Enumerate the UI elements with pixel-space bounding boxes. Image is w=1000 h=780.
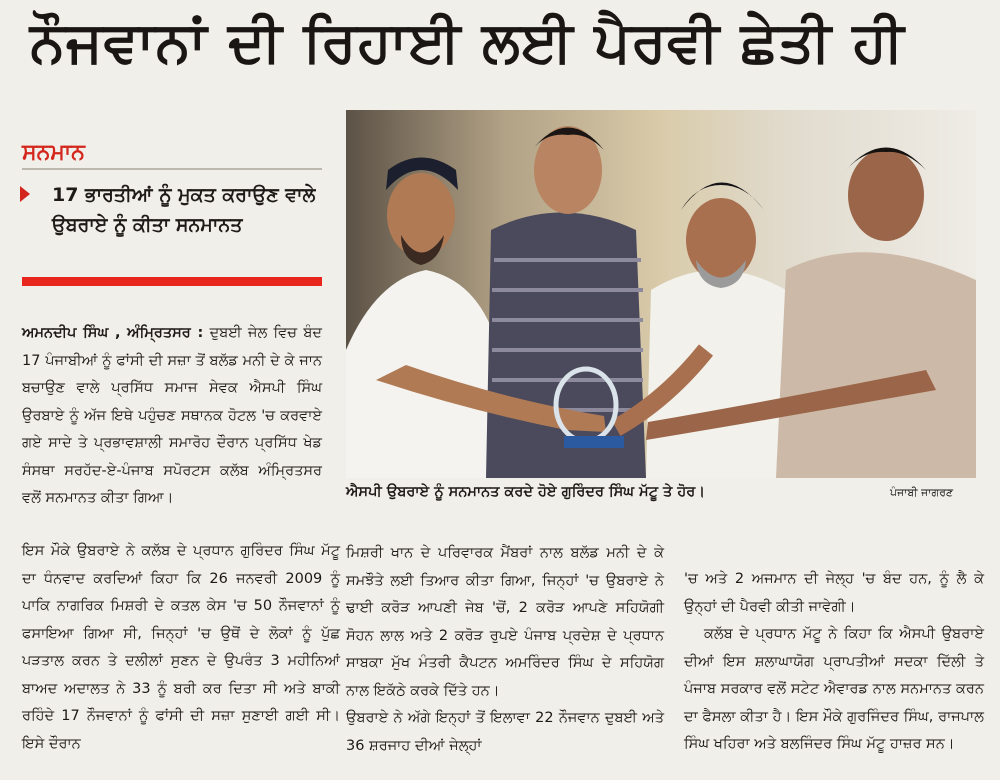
deck [22,180,322,240]
col2-para1: ਮਿਸ਼ਰੀ ਖਾਨ ਦੇ ਪਰਿਵਾਰਕ ਮੈਂਬਰਾਂ ਨਾਲ ਬਲੱਡ ਮਨੀ ਦੇ ਕੇ ਸਮਝੌਤੇ ਲਈ ਤਿਆਰ ਕੀਤਾ ਗਿਆ, ਜਿਨ੍ਹਾਂ 'ਚ ਉਬਰਾਏ ਨੇ ਢਾਈ ਕਰੋੜ ਆਪਣੀ ਜੇਬ 'ਚੋਂ, 2 ਕਰੋੜ ਆਪਣੇ ਸਹਿਯੋਗੀ ਸੋਹਨ ਲਾਲ ਅਤੇ 2 ਕਰੋੜ ਰੁਪਏ ਪੰਜਾਬ ਪ੍ਰਦੇਸ਼ ਦੇ ਪ੍ਰਧਾਨ ਸਾਬਕਾ ਮੁੱਖ ਮੰਤਰੀ ਕੈਪਟਨ ਅਮਰਿੰਦਰ ਸਿੰਘ ਦੇ ਸਹਿਯੋਗ ਨਾਲ ਇਕੱਠੇ ਕਰਕੇ ਦਿੱਤੇ ਹਨ। [346,545,664,699]
col1-para2: ਇਸ ਮੌਕੇ ਉਬਰਾਏ ਨੇ ਕਲੱਬ ਦੇ ਪ੍ਰਧਾਨ ਗੁਰਿੰਦਰ ਸਿੰਘ ਮੱਟੂ ਦਾ ਧੰਨਵਾਦ ਕਰਦਿਆਂ ਕਿਹਾ ਕਿ 26 ਜਨਵਰੀ 2009 ਨੂੰ ਪਾਕਿ ਨਾਗਰਿਕ ਮਿਸ਼ਰੀ ਦੇ ਕਤਲ ਕੇਸ 'ਚ 50 ਨੌਜਵਾਨਾਂ ਨੂੰ ਫਸਾਇਆ ਗਿਆ ਸੀ, ਜਿਨ੍ਹਾਂ 'ਚ ਉਥੋਂ ਦੇ ਲੋਕਾਂ ਨੂੰ ਪੁੱਛ ਪੜਤਾਲ ਕਰਨ ਤੇ ਦਲੀਲਾਂ ਸੁਣਨ ਦੇ ਉਪਰੰਤ 3 ਮਹੀਨਿਆਂ ਬਾਅਦ ਅਦਾਲਤ ਨੇ 33 ਨੂੰ ਬਰੀ ਕਰ ਦਿਤਾ ਸੀ ਅਤੇ ਬਾਕੀ ਰਹਿੰਦੇ 17 ਨੌਜਵਾਨਾਂ ਨੂੰ ਫਾਂਸੀ ਦੀ ਸਜ਼ਾ ਸੁਣਾਈ ਗਈ ਸੀ। ਇਸੇ ਦੌਰਾਨ [22,543,340,752]
photo-illustration [346,110,976,478]
deck-divider [22,277,322,286]
column-2 [346,540,664,760]
byline: ਅਮਨਦੀਪ ਸਿੰਘ , ਅੰਮ੍ਰਿਤਸਰ : [22,325,204,341]
col3-para2: ਕਲੱਬ ਦੇ ਪ੍ਰਧਾਨ ਮੱਟੂ ਨੇ ਕਿਹਾ ਕਿ ਐਸਪੀ ਉਬਰਾਏ ਦੀਆਂ ਇਸ ਸ਼ਲਾਘਾਯੋਗ ਪ੍ਰਾਪਤੀਆਂ ਸਦਕਾ ਦਿੱਲੀ ਤੇ ਪੰਜਾਬ ਸਰਕਾਰ ਵਲੋਂ ਸਟੇਟ ਐਵਾਰਡ ਨਾਲ ਸਨਮਾਨਤ ਕਰਨ ਦਾ ਫੈਸਲਾ ਕੀਤਾ ਹੈ। ਇਸ ਮੌਕੇ ਗੁਰਜਿੰਦਰ ਸਿੰਘ, ਰਾਜਪਾਲ ਸਿੰਘ ਖਹਿਰਾ ਅਤੇ ਬਲਜਿੰਦਰ ਸਿੰਘ ਮੱਟੂ ਹਾਜ਼ਰ ਸਨ। [684,626,984,752]
bullet-arrow-icon [20,186,30,202]
kicker-divider [22,168,322,170]
headline: ਨੌਜਵਾਨਾਂ ਦੀ ਰਿਹਾਈ ਲਈ ਪੈਰਵੀ ਛੇਤੀ ਹੀ [30,10,905,75]
col2-para2: ਉਬਰਾਏ ਨੇ ਅੱਗੇ ਇਨ੍ਹਾਂ ਤੋਂ ਇਲਾਵਾ 22 ਨੌਜਵਾਨ ਦੁਬਈ ਅਤੇ 36 ਸ਼ਰਜਾਹ ਦੀਆਂ ਜੇਲ੍ਹਾਂ [346,710,664,754]
col1-para1: ਦੁਬਈ ਜੇਲ ਵਿਚ ਬੰਦ 17 ਪੰਜਾਬੀਆਂ ਨੂੰ ਫਾਂਸੀ ਦੀ ਸਜ਼ਾ ਤੋਂ ਬਲੱਡ ਮਨੀ ਦੇ ਕੇ ਜਾਨ ਬਚਾਉਣ ਵਾਲੇ ਪ੍ਰਸਿੱਧ ਸਮਾਜ ਸੇਵਕ ਐਸਪੀ ਸਿੰਘ ਉਰਬਾਏ ਨੂੰ ਅੱਜ ਇਥੇ ਪਹੁੰਚਣ ਸਥਾਨਕ ਹੋਟਲ 'ਚ ਕਰਵਾਏ ਗਏ ਸਾਦੇ ਤੇ ਪ੍ਰਭਾਵਸ਼ਾਲੀ ਸਮਾਰੋਹ ਦੌਰਾਨ ਪ੍ਰਸਿੱਧ ਖੇਡ ਸੰਸਥਾ ਸਰਹੱਦ-ਏ-ਪੰਜਾਬ ਸਪੋਰਟਸ ਕਲੱਬ ਅੰਮ੍ਰਿਤਸਰ ਵਲੋਂ ਸਨਮਾਨਤ ਕੀਤਾ ਗਿਆ। [22,325,323,506]
column-1-bottom [22,538,340,758]
col3-para1: 'ਚ ਅਤੇ 2 ਅਜਮਾਨ ਦੀ ਜੇਲ੍ਹ 'ਚ ਬੰਦ ਹਨ, ਨੂੰ ਲੈ ਕੇ ਉਨ੍ਹਾਂ ਦੀ ਪੈਰਵੀ ਕੀਤੀ ਜਾਵੇਗੀ। [684,571,984,615]
deck-text: 17 ਭਾਰਤੀਆਂ ਨੂੰ ਮੁਕਤ ਕਰਾਉਣ ਵਾਲੇ ਉਬਰਾਏ ਨੂੰ ਕੀਤਾ ਸਨਮਾਨਤ [52,184,316,236]
photo-credit: ਪੰਜਾਬੀ ਜਾਗਰਣ [890,486,954,499]
column-3 [684,566,984,759]
column-1-top [22,320,322,513]
photo-caption: ਐਸਪੀ ਉਬਰਾਏ ਨੂੰ ਸਨਮਾਨਤ ਕਰਦੇ ਹੋਏ ਗੁਰਿੰਦਰ ਸਿੰਘ ਮੱਟੂ ਤੇ ਹੋਰ। [346,484,706,500]
news-photo [346,110,976,478]
section-kicker: ਸਨਮਾਨ [22,140,85,165]
